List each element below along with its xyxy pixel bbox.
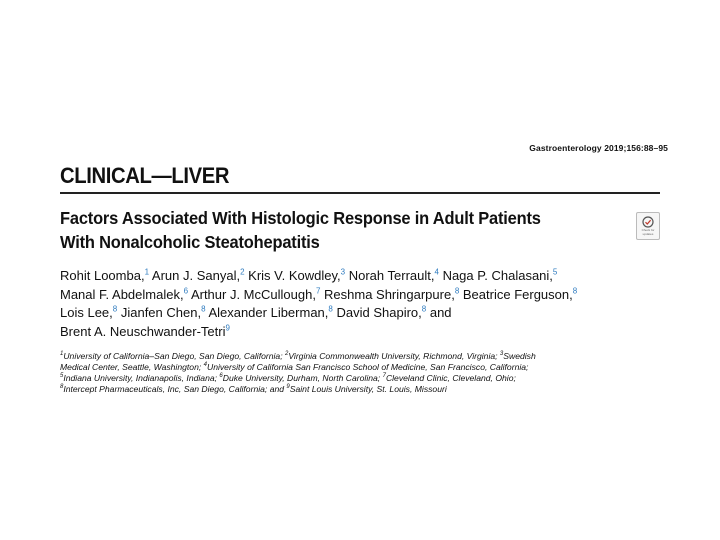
author-name[interactable]: Kris V. Kowdley, xyxy=(248,268,341,283)
section-label: CLINICAL—LIVER xyxy=(60,163,230,188)
author-line xyxy=(60,286,660,305)
affiliation-list xyxy=(60,351,660,395)
affiliation-text: Medical Center, Seattle, Washington; xyxy=(60,362,204,372)
author-name[interactable]: Reshma Shringarpure, xyxy=(324,286,455,302)
affiliation-line xyxy=(60,362,660,373)
affiliation-text: Swedish xyxy=(503,351,536,361)
author-name[interactable]: and xyxy=(429,305,452,320)
affiliation-marker: 6 xyxy=(183,286,189,296)
affiliation-marker: 8 xyxy=(60,384,64,391)
affiliation-marker: 3 xyxy=(499,351,504,358)
affiliation-text: University of California–San Diego, San Diego, California; xyxy=(63,351,285,361)
affiliation-marker: 8 xyxy=(328,304,333,314)
author-name[interactable]: Brent A. Neuschwander-Tetri xyxy=(60,323,226,339)
author-name[interactable]: Beatrice Ferguson, xyxy=(462,286,573,302)
affiliation-marker: 4 xyxy=(203,362,207,369)
author-name[interactable]: Naga P. Chalasani, xyxy=(442,268,553,283)
author-line xyxy=(60,267,660,286)
author-name[interactable]: Norah Terrault, xyxy=(348,268,435,283)
author-name[interactable]: Alexander Liberman, xyxy=(208,305,329,320)
author-name[interactable]: Lois Lee, xyxy=(60,305,113,320)
affiliation-text: Saint Louis University, St. Louis, Missouri xyxy=(289,384,447,394)
author-name[interactable]: Arun J. Sanyal, xyxy=(151,268,241,283)
article-title xyxy=(60,206,586,254)
affiliation-marker: 2 xyxy=(284,351,289,358)
affiliation-marker: 9 xyxy=(225,323,230,333)
check-for-updates-badge[interactable] xyxy=(636,212,660,240)
affiliation-marker: 3 xyxy=(340,267,346,277)
author-name[interactable]: Manal F. Abdelmalek, xyxy=(60,286,184,302)
affiliation-marker: 8 xyxy=(201,304,206,314)
article-title-line: Factors Associated With Histologic Response in Adult Patients xyxy=(60,208,541,228)
affiliation-text: Indiana University, Indianapolis, Indiana; xyxy=(63,373,220,383)
author-list xyxy=(60,267,660,341)
affiliation-line xyxy=(60,351,660,362)
affiliation-marker: 1 xyxy=(144,267,150,277)
affiliation-marker: 2 xyxy=(240,267,245,277)
affiliation-marker: 8 xyxy=(572,286,578,296)
author-name[interactable]: Jianfen Chen, xyxy=(120,305,202,320)
section-divider xyxy=(60,192,660,194)
affiliation-line xyxy=(60,373,660,384)
affiliation-marker: 8 xyxy=(454,286,460,296)
author-line xyxy=(60,323,660,342)
check-for-updates-label: Check for updates xyxy=(641,228,655,236)
affiliation-marker: 7 xyxy=(315,286,321,296)
article-title-line: With Nonalcoholic Steatohepatitis xyxy=(60,232,320,252)
affiliation-line xyxy=(60,384,660,395)
journal-citation: Gastroenterology 2019;156:88–95 xyxy=(529,143,668,153)
affiliation-text: Virginia Commonwealth University, Richmond, Virginia; xyxy=(288,351,500,361)
author-name[interactable]: David Shapiro, xyxy=(336,305,422,320)
author-line xyxy=(60,304,660,323)
affiliation-marker: 5 xyxy=(552,267,558,277)
affiliation-text: Cleveland Clinic, Cleveland, Ohio; xyxy=(385,373,516,383)
affiliation-marker: 6 xyxy=(219,373,223,380)
affiliation-text: Intercept Pharmaceuticals, Inc, San Diego, California; and xyxy=(63,384,287,394)
author-name[interactable]: Rohit Loomba, xyxy=(60,268,145,283)
affiliation-marker: 5 xyxy=(60,373,64,380)
affiliation-marker: 9 xyxy=(286,384,290,391)
check-for-updates-icon xyxy=(642,216,654,228)
affiliation-marker: 8 xyxy=(112,304,118,314)
affiliation-text: University of California San Francisco School of Medicine, San Francisco, California; xyxy=(206,362,529,372)
affiliation-marker: 8 xyxy=(421,304,427,314)
affiliation-marker: 1 xyxy=(60,351,64,358)
affiliation-marker: 7 xyxy=(382,373,386,380)
author-name[interactable]: Arthur J. McCullough, xyxy=(190,286,316,302)
affiliation-marker: 4 xyxy=(434,267,439,277)
affiliation-text: Duke University, Durham, North Carolina; xyxy=(222,373,383,383)
